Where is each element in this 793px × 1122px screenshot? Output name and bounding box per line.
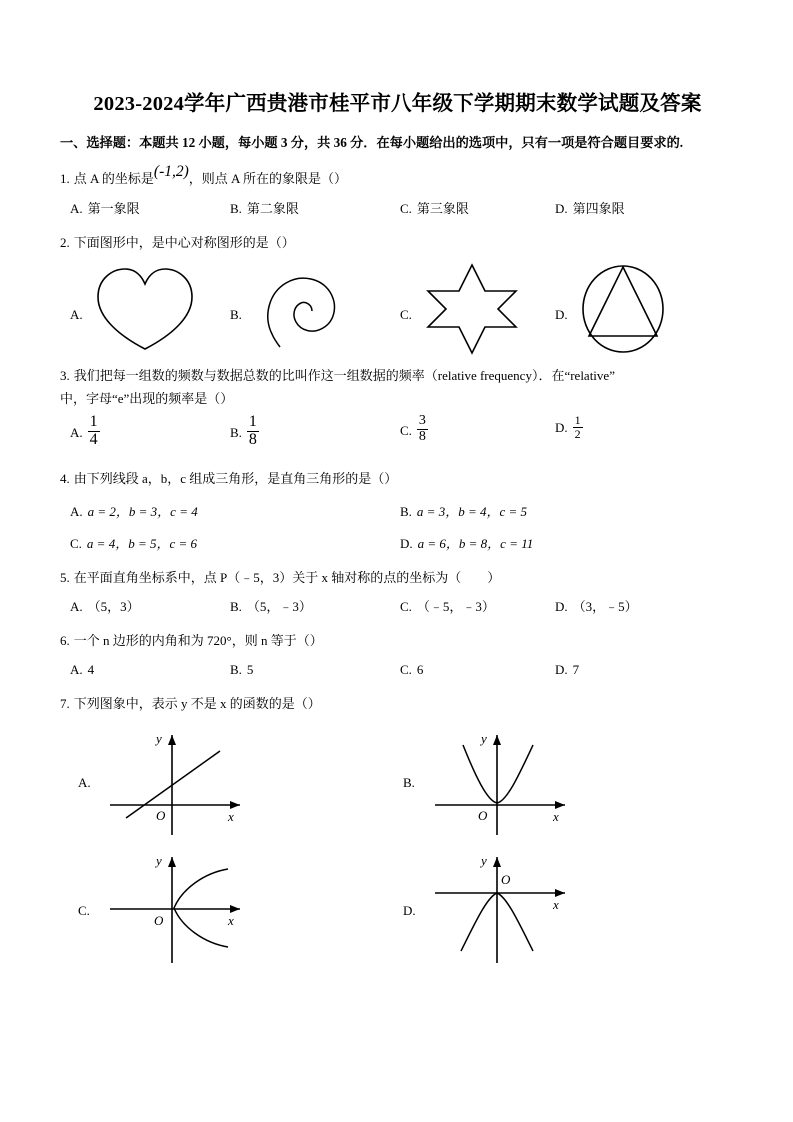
option-label: B.	[403, 775, 415, 791]
question-6-option-d[interactable]	[555, 659, 579, 681]
option-label: C.	[400, 306, 412, 322]
option-label: B.	[230, 424, 242, 440]
question-3-stem-continued	[60, 388, 735, 411]
x-axis-label: x	[228, 913, 234, 929]
question-1-math: (-1,2)	[153, 163, 189, 181]
y-axis-label: y	[481, 731, 487, 747]
question-4-options-row2	[60, 533, 735, 555]
question-6-option-b[interactable]	[230, 659, 253, 681]
upward-parabola-graph	[425, 723, 595, 845]
fraction-denominator: 8	[248, 431, 257, 449]
question-5-option-d[interactable]	[555, 596, 638, 618]
question-7-option-c[interactable]	[70, 851, 400, 976]
question-4-stem-text: 由下列线段 a，b，c 组成三角形，是直角三角形的是（）	[73, 471, 398, 487]
option-text: 4	[87, 661, 95, 677]
option-label: C.	[78, 903, 90, 919]
option-label: A.	[78, 775, 91, 791]
option-label: A.	[70, 504, 83, 520]
question-1-stem-post: ，则点 A 所在的象限是（）	[188, 171, 347, 187]
origin-label: O	[156, 808, 166, 824]
option-label: A.	[70, 306, 83, 322]
origin-label: O	[478, 808, 488, 824]
option-text: （5，3）	[87, 598, 140, 614]
question-2-figure-row	[60, 261, 735, 361]
option-label: D.	[555, 306, 568, 322]
option-label: A.	[70, 424, 83, 440]
question-3-options	[60, 413, 735, 460]
option-text: 5	[246, 661, 254, 677]
question-5-option-b[interactable]	[230, 596, 312, 618]
circle-with-inscribed-triangle-shape	[575, 261, 675, 357]
question-7-graph-grid	[60, 723, 735, 973]
fraction-one-half	[573, 414, 583, 440]
option-label: A.	[70, 661, 83, 677]
question-3-stem-line2: 中，字母“e”出现的频率是（）	[60, 390, 234, 406]
option-label: D.	[555, 420, 568, 436]
question-3-option-d[interactable]	[555, 413, 583, 442]
option-label: C.	[400, 201, 412, 217]
option-label: B.	[400, 504, 412, 520]
question-7-number: 7.	[60, 695, 70, 711]
question-5-options	[60, 596, 735, 618]
option-label: D.	[555, 661, 568, 677]
option-text: 6	[416, 661, 424, 677]
option-label: C.	[400, 598, 412, 614]
option-label: B.	[230, 306, 242, 322]
origin-label: O	[154, 913, 164, 929]
fraction-numerator: 1	[89, 413, 98, 431]
question-1-number: 1.	[60, 171, 70, 187]
option-label: D.	[403, 903, 416, 919]
question-7-stem	[60, 693, 735, 716]
option-label: C.	[70, 536, 82, 552]
option-text: （5，﹣3）	[246, 598, 312, 614]
question-4-stem	[60, 468, 735, 491]
fraction-three-eighths	[417, 414, 428, 444]
x-axis-label: x	[228, 809, 234, 825]
option-label: A.	[70, 598, 83, 614]
question-5-stem-text: 在平面直角坐标系中，点 P（﹣5，3）关于 x 轴对称的点的坐标为（ ）	[73, 570, 501, 586]
option-text: 第三象限	[416, 201, 469, 217]
question-2-number: 2.	[60, 235, 70, 251]
option-label: A.	[70, 201, 83, 217]
option-label: C.	[400, 661, 412, 677]
question-1-option-a[interactable]	[70, 198, 140, 220]
heart-shape	[90, 261, 200, 357]
question-7-option-a[interactable]	[70, 723, 400, 848]
question-6-stem	[60, 630, 735, 653]
fraction-denominator: 8	[418, 429, 426, 445]
question-5-option-a[interactable]	[70, 596, 140, 618]
question-6-options	[60, 659, 735, 681]
question-4-option-c[interactable]	[70, 533, 197, 555]
fraction-one-quarter	[88, 414, 100, 449]
question-5-option-c[interactable]	[400, 596, 495, 618]
option-label: D.	[555, 598, 568, 614]
question-1-stem-pre: 点 A 的坐标是	[73, 171, 154, 187]
six-pointed-star-shape	[420, 261, 524, 357]
question-3-stem-line1: 我们把每一组数的频数与数据总数的比叫作这一组数据的频率（relative frequency）．在“relative”	[73, 367, 615, 383]
question-3-option-b[interactable]	[230, 413, 259, 451]
option-text: a = 3，b = 4，c = 5	[416, 504, 528, 520]
page-content	[60, 92, 735, 973]
question-1-option-d[interactable]	[555, 198, 625, 220]
y-axis-label: y	[481, 853, 487, 869]
x-axis-label: x	[553, 809, 559, 825]
option-label: D.	[555, 201, 568, 217]
question-7-stem-text: 下列图象中，表示 y 不是 x 的函数的是（）	[73, 695, 321, 711]
page-title: 2023-2024学年广西贵港市桂平市八年级下学期期末数学试题及答案	[93, 93, 702, 115]
option-text: （﹣5，﹣3）	[416, 598, 495, 614]
question-4-number: 4.	[60, 471, 70, 487]
question-4-option-b[interactable]	[400, 501, 527, 523]
question-4-options-row1	[60, 501, 735, 523]
section-intro: 一、选择题：本题共 12 小题，每小题 3 分，共 36 分．在每小题给出的选项中，只有一项是符合题目要求的.	[60, 134, 684, 150]
question-2-stem	[60, 232, 735, 255]
origin-label: O	[501, 872, 511, 888]
fraction-denominator: 4	[89, 431, 98, 449]
question-1-stem	[60, 165, 735, 192]
downward-parabola-graph	[425, 851, 595, 973]
option-label: C.	[400, 422, 412, 438]
question-3-stem	[60, 365, 735, 388]
option-text: 7	[572, 661, 580, 677]
question-7-option-d[interactable]	[395, 851, 725, 976]
option-label: B.	[230, 598, 242, 614]
question-5-stem	[60, 567, 735, 590]
option-text: 第二象限	[246, 201, 299, 217]
option-label: B.	[230, 661, 242, 677]
fraction-numerator: 1	[574, 413, 581, 428]
fraction-numerator: 3	[418, 413, 426, 429]
option-label: D.	[400, 536, 413, 552]
question-3-option-c[interactable]	[400, 413, 428, 446]
rightward-parabola-graph	[100, 851, 270, 973]
fraction-denominator: 2	[574, 426, 581, 441]
question-2-stem-text: 下面图形中，是中心对称图形的是（）	[73, 235, 295, 251]
option-text: （3，﹣5）	[572, 598, 638, 614]
fraction-numerator: 1	[248, 413, 257, 431]
option-text: 第四象限	[572, 201, 625, 217]
option-text: a = 4，b = 5，c = 6	[86, 536, 198, 552]
question-3-option-a[interactable]	[70, 413, 100, 451]
question-6-number: 6.	[60, 632, 70, 648]
question-5-number: 5.	[60, 570, 70, 586]
option-label: B.	[230, 201, 242, 217]
question-4-option-d[interactable]	[400, 533, 533, 555]
increasing-line-graph	[100, 723, 270, 845]
question-1-options	[60, 198, 735, 220]
question-6-stem-text: 一个 n 边形的内角和为 720°，则 n 等于（）	[73, 632, 323, 648]
question-7-option-b[interactable]	[395, 723, 725, 848]
question-6-option-a[interactable]	[70, 659, 94, 681]
question-4-option-a[interactable]	[70, 501, 198, 523]
spiral-shape	[250, 261, 360, 357]
option-text: a = 6，b = 8，c = 11	[417, 536, 534, 552]
question-1-option-c[interactable]	[400, 198, 469, 220]
option-text: 第一象限	[87, 201, 140, 217]
option-text: a = 2，b = 3，c = 4	[87, 504, 198, 520]
y-axis-label: y	[156, 853, 162, 869]
y-axis-label: y	[156, 731, 162, 747]
question-6-option-c[interactable]	[400, 659, 423, 681]
question-3-number: 3.	[60, 367, 70, 383]
x-axis-label: x	[553, 897, 559, 913]
fraction-one-eighth	[247, 414, 259, 449]
question-1-option-b[interactable]	[230, 198, 299, 220]
